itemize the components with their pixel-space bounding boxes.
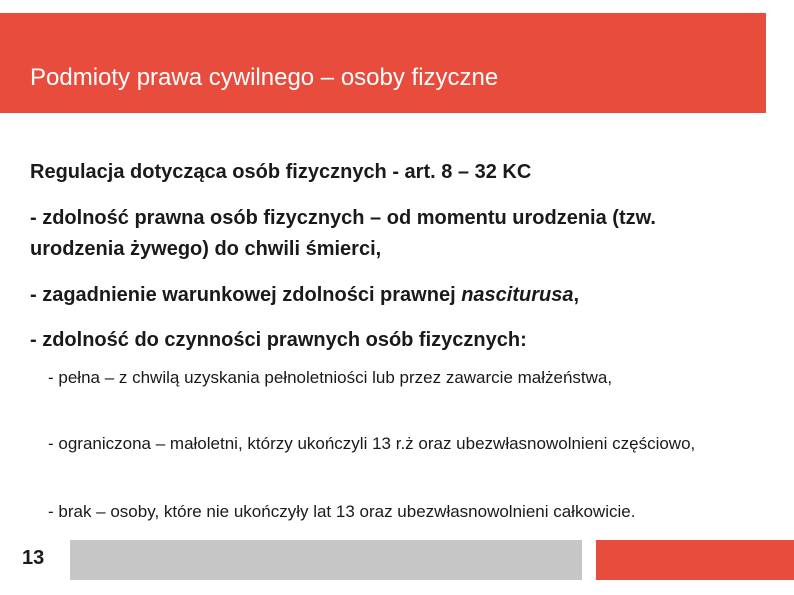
page-number: 13 — [22, 547, 45, 569]
capacity-for-acts-line: - zdolność do czynności prawnych osób fizycznych: — [30, 329, 527, 351]
nasciturus-line — [30, 280, 579, 311]
slide-title: Podmioty prawa cywilnego – osoby fizyczne — [30, 64, 499, 91]
sub-item-full: - pełna – z chwilą uzyskania pełnoletniości lub przez zawarcie małżeństwa, — [48, 368, 613, 387]
nasciturus-suffix: , — [573, 284, 580, 306]
sub-item-limited: - ograniczona – małoletni, którzy ukończyli 13 r.ż oraz ubezwłasnowolnieni częściowo, — [48, 434, 696, 453]
legal-capacity-line: - zdolność prawna osób fizycznych – od momentu urodzenia (tzw. urodzenia żywego) do chwili śmierci, — [30, 207, 656, 260]
nasciturus-prefix: - zagadnienie warunkowej zdolności prawnej — [30, 284, 462, 306]
nasciturus-term: nasciturusa — [461, 284, 574, 306]
footer-red-bar — [596, 540, 794, 580]
footer-gray-bar — [70, 540, 582, 580]
sub-item-none: - brak – osoby, które nie ukończyły lat 13 oraz ubezwłasnowolnieni całkowicie. — [48, 502, 636, 521]
regulation-line: Regulacja dotycząca osób fizycznych - art. 8 – 32 KC — [30, 161, 532, 183]
